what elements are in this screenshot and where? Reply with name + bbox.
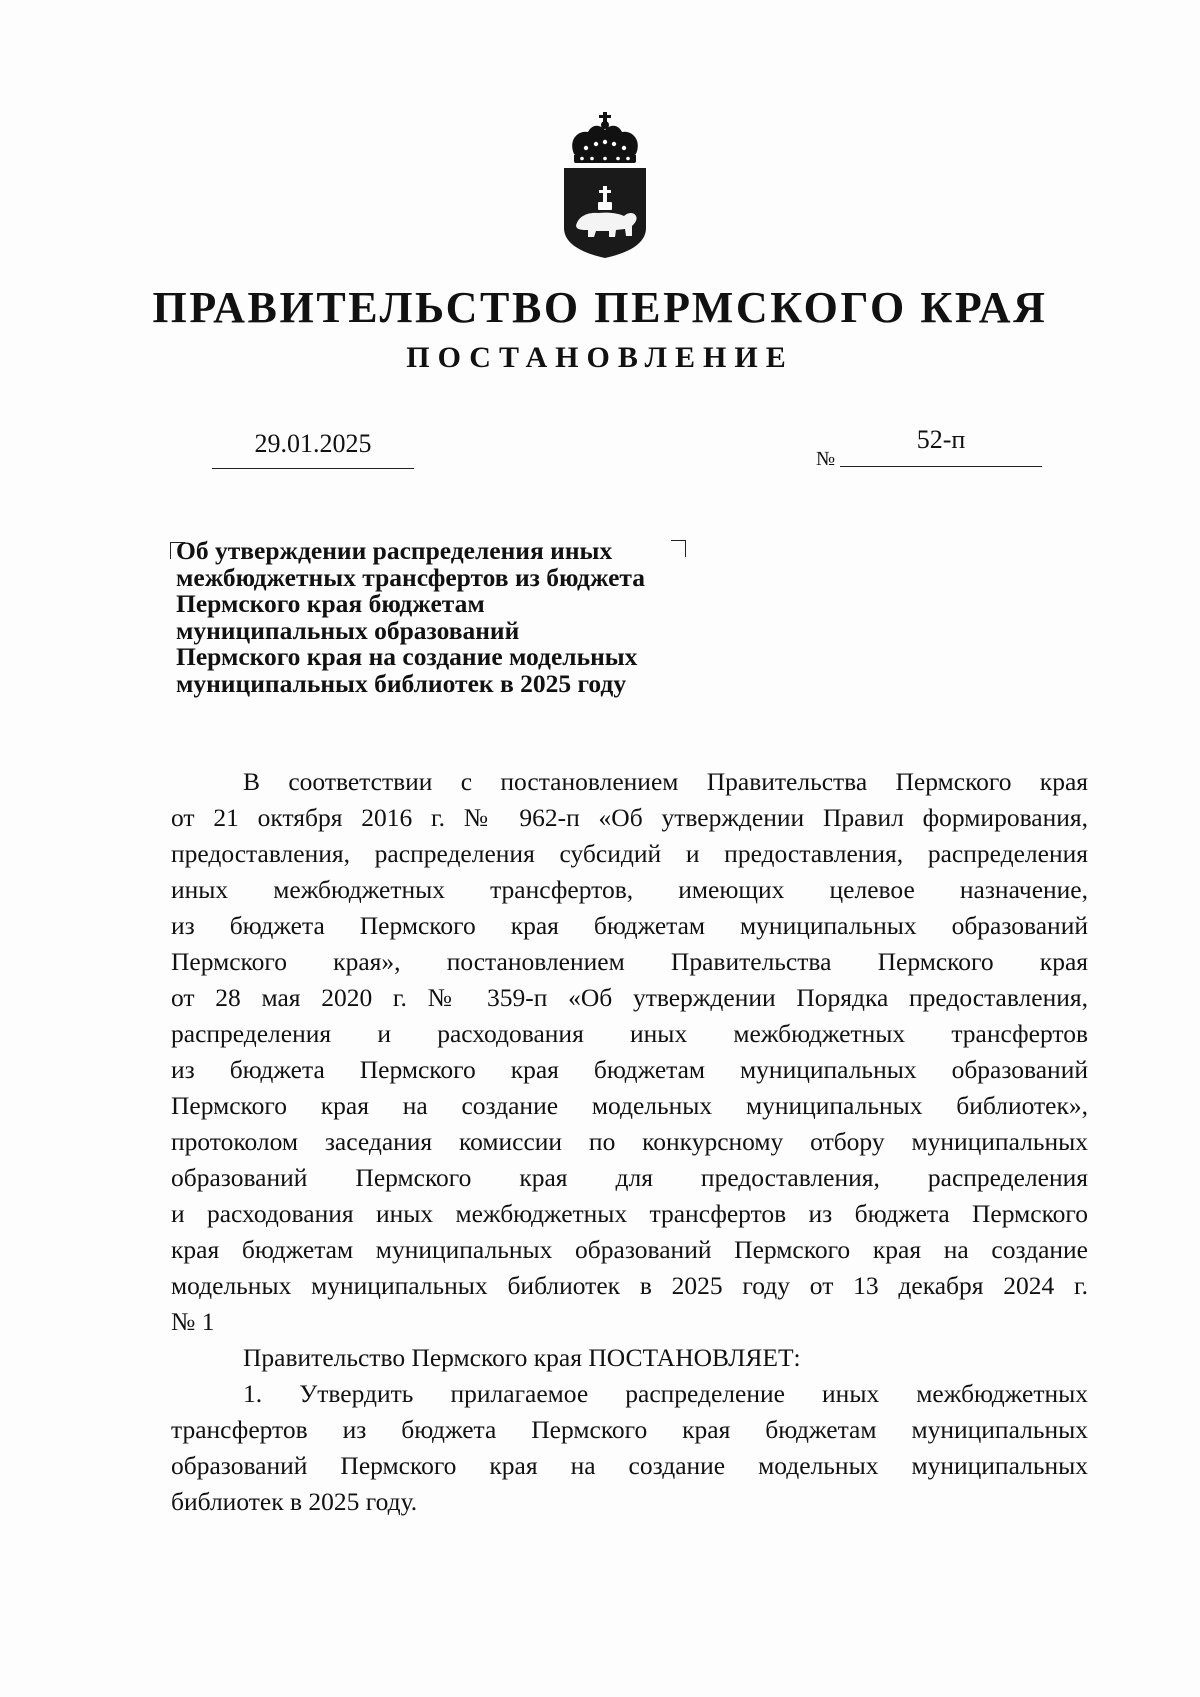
body-line: № 1 — [171, 1307, 215, 1336]
body-line: В соответствии с постановлением Правительства Пермского края — [243, 767, 1088, 796]
document-type: ПОСТАНОВЛЕНИЕ — [406, 341, 794, 374]
body-line: Пермского края», постановлением Правительства Пермского края — [171, 947, 1088, 976]
body-line: из бюджета Пермского края бюджетам муниципальных образований — [171, 911, 1088, 940]
subject-line: межбюджетных трансфертов из бюджета — [176, 562, 645, 592]
body-line: модельных муниципальных библиотек в 2025 году от 13 декабря 2024 г. — [171, 1271, 1088, 1300]
body-line: распределения и расходования иных межбюджетных трансфертов — [171, 1019, 1088, 1048]
preamble-paragraph — [171, 764, 1088, 1340]
document-number: 52-п — [840, 420, 1042, 467]
body-line: библиотек в 2025 году. — [171, 1487, 418, 1516]
body-line: иных межбюджетных трансфертов, имеющих целевое назначение, — [171, 875, 1088, 904]
body-line: протоколом заседания комиссии по конкурсному отбору муниципальных — [171, 1127, 1088, 1156]
body-line: 1. Утвердить прилагаемое распределение иных межбюджетных — [243, 1379, 1088, 1408]
body-line: от 21 октября 2016 г. № 962-п «Об утверждении Правил формирования, — [171, 803, 1088, 832]
document-body — [171, 764, 1088, 1520]
body-line: и расходования иных межбюджетных трансфертов из бюджета Пермского — [171, 1199, 1088, 1228]
number-label: № — [816, 448, 836, 470]
body-line: предоставления, распределения субсидий и предоставления, распределения — [171, 839, 1088, 868]
coat-of-arms-icon — [562, 112, 648, 262]
body-line: трансфертов из бюджета Пермского края бюджетам муниципальных — [171, 1415, 1088, 1444]
resolves-line: Правительство Пермского края ПОСТАНОВЛЯЕТ: — [243, 1343, 801, 1372]
subject-line: Пермского края на создание модельных — [176, 642, 638, 671]
subject-line: муниципальных образований — [176, 615, 520, 645]
item-1-paragraph — [171, 1376, 1088, 1520]
subject-line: муниципальных библиотек в 2025 году — [176, 668, 627, 698]
subject-line: Об утверждении распределения иных — [176, 536, 613, 565]
document-subject — [176, 538, 736, 697]
body-line: Пермского края на создание модельных муниципальных библиотек», — [171, 1091, 1088, 1120]
body-line: от 28 мая 2020 г. № 359-п «Об утверждении Порядка предоставления, — [171, 983, 1088, 1012]
subject-line: Пермского края бюджетам — [176, 589, 485, 618]
body-line: образований Пермского края для предоставления, распределения — [171, 1163, 1088, 1192]
body-line: образований Пермского края на создание модельных муниципальных — [171, 1451, 1088, 1480]
government-title: ПРАВИТЕЛЬСТВО ПЕРМСКОГО КРАЯ — [152, 283, 1048, 332]
document-date: 29.01.2025 — [212, 424, 414, 469]
body-line: края бюджетам муниципальных образований Пермского края на создание — [171, 1235, 1088, 1264]
body-line: из бюджета Пермского края бюджетам муниципальных образований — [171, 1055, 1088, 1084]
